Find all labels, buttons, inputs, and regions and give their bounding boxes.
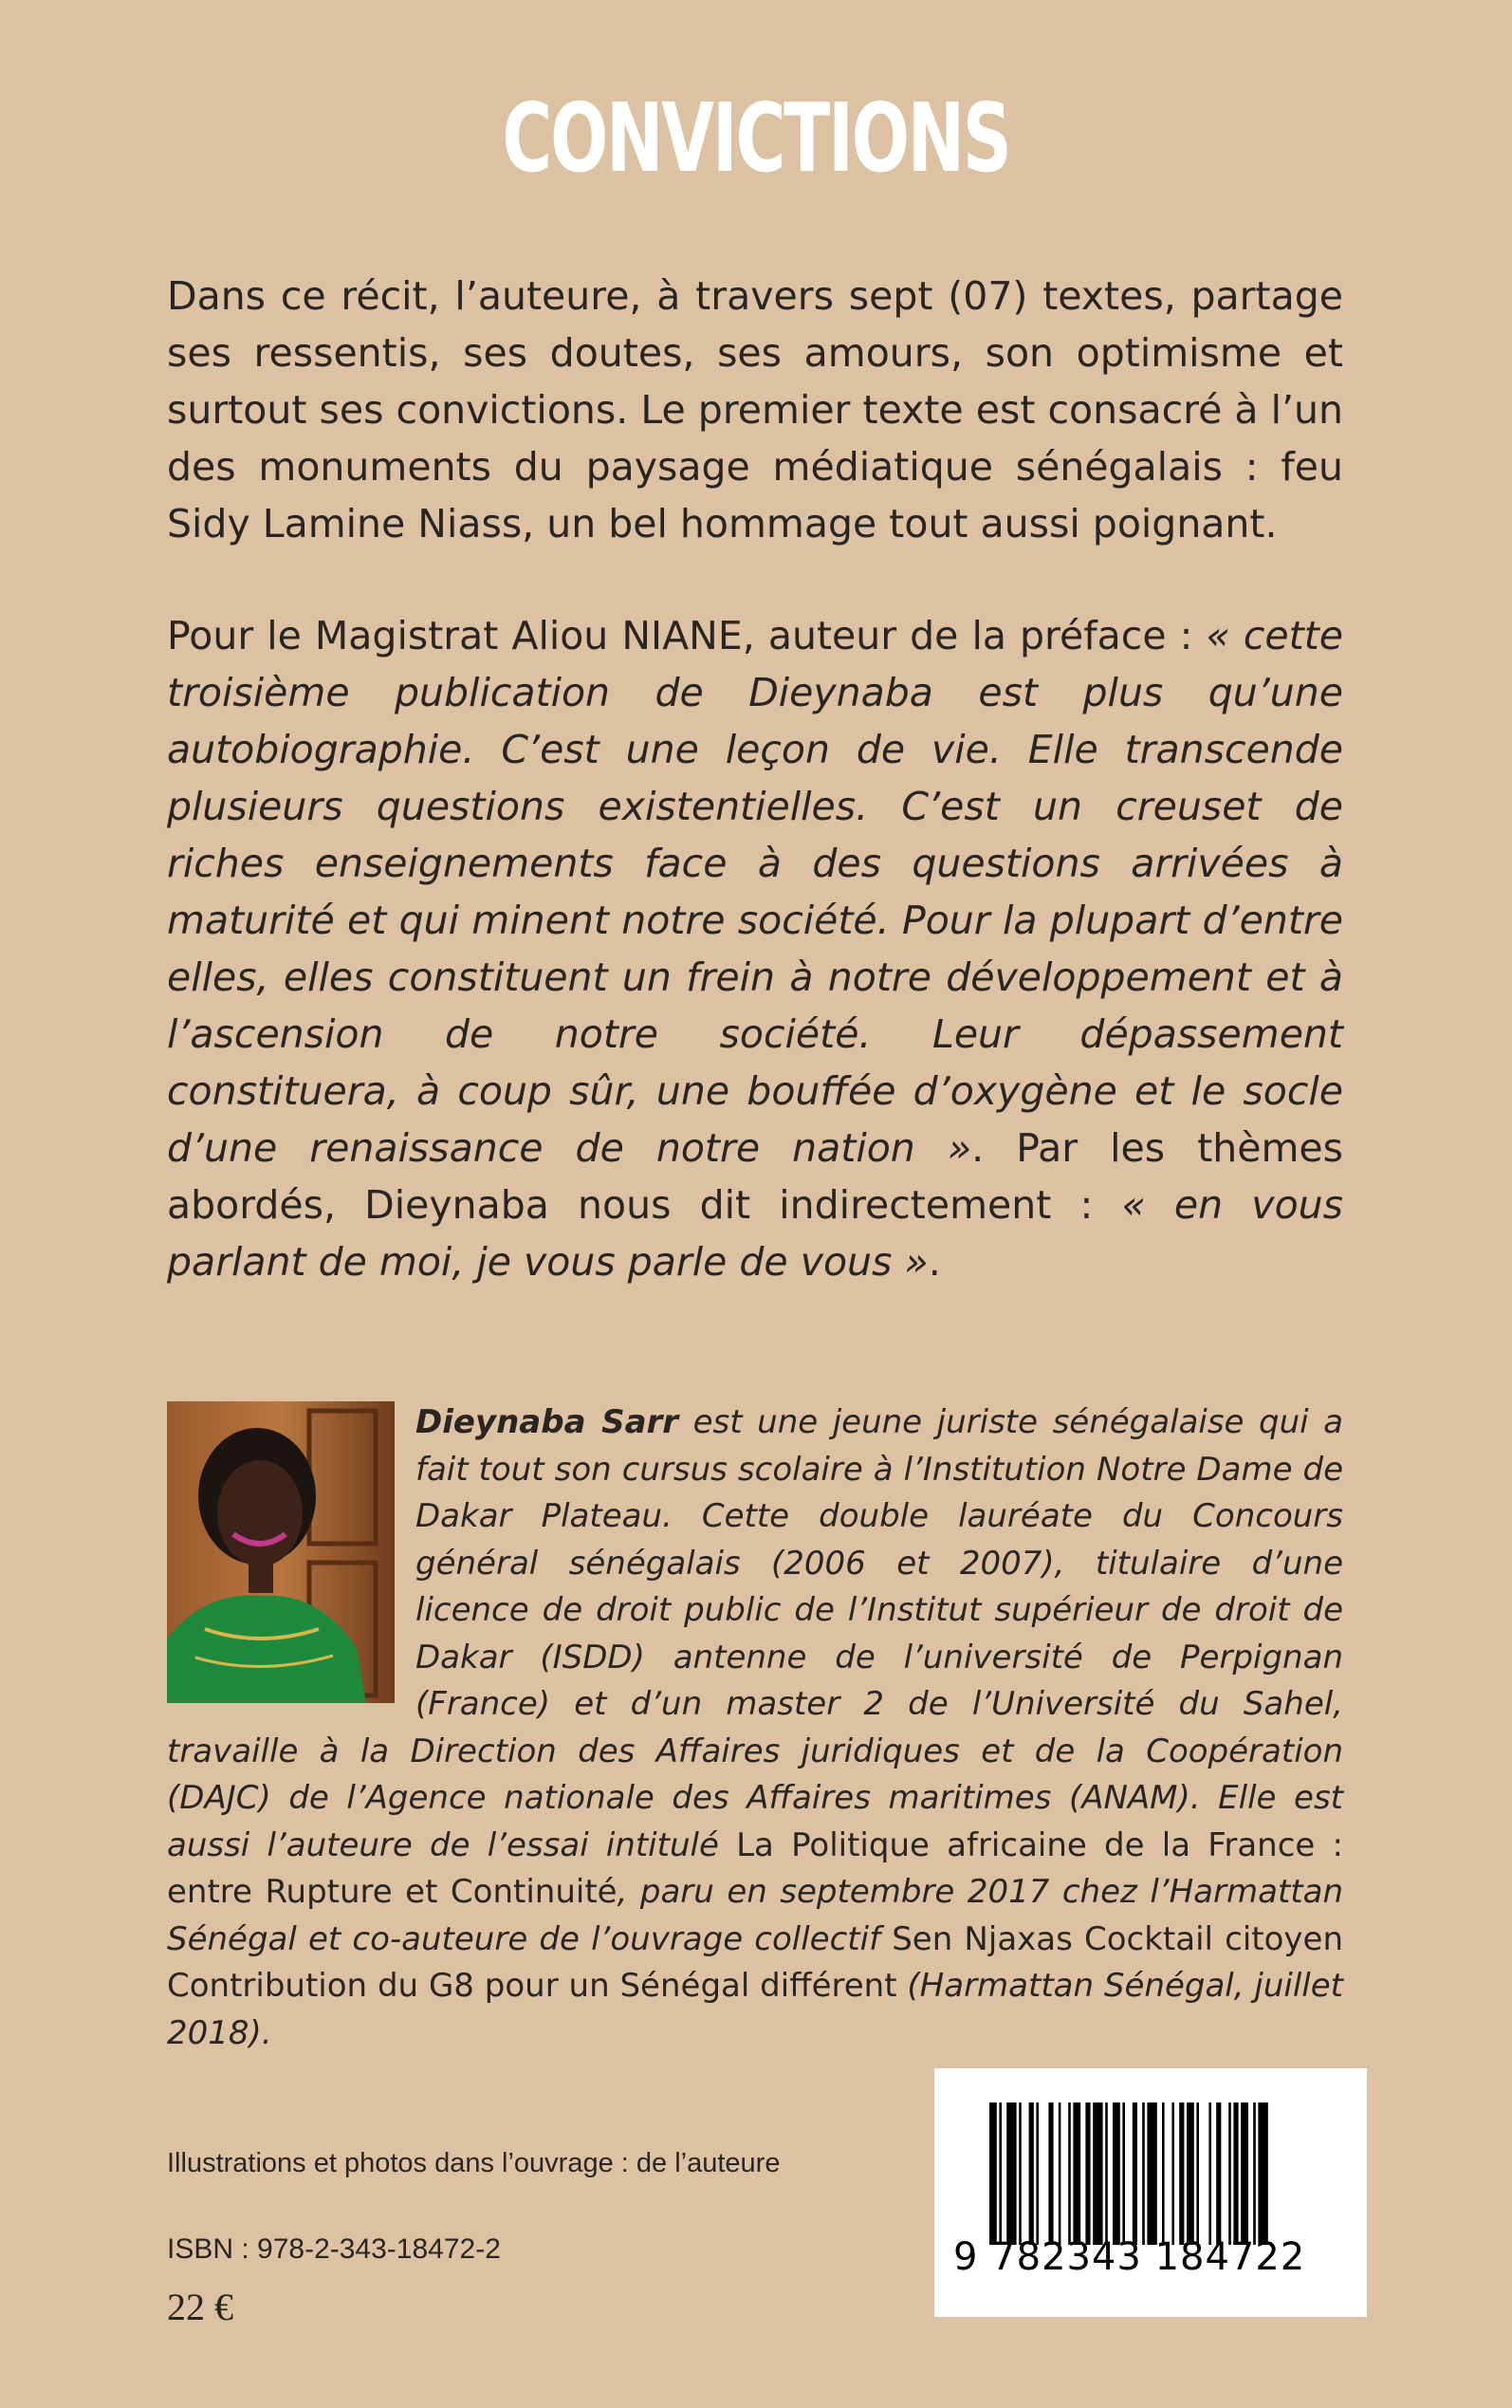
barcode-bar [1241, 2102, 1248, 2245]
barcode-bar [1208, 2102, 1211, 2245]
barcode-bar [1093, 2102, 1102, 2245]
barcode-bar [1029, 2102, 1034, 2245]
barcode-bar [1133, 2102, 1137, 2245]
barcode-bar [1059, 2102, 1061, 2245]
barcode-bar [1179, 2102, 1184, 2245]
barcode-bar [1228, 2102, 1231, 2245]
barcode-bar [1216, 2102, 1221, 2245]
barcode-bar [1122, 2102, 1125, 2245]
summary-paragraph-2 [167, 607, 1343, 1290]
barcode-bars [934, 2068, 1367, 2317]
book-title-2: Sen Njaxas Cocktail citoyen Contribution du G8 pour un Sénégal différent [167, 1919, 1343, 2005]
barcode-bar [1113, 2102, 1120, 2245]
book-title: CONVICTIONS [502, 83, 1010, 194]
price: 22 € [167, 2286, 233, 2328]
barcode-bar [1253, 2102, 1256, 2245]
barcode-bar [1036, 2102, 1039, 2245]
bio-part-2: , paru en septembre 2017 chez l’Harmattan Sénégal et co-auteure de l’ouvrage collectif [167, 1873, 1343, 1958]
preface-middle: . Par les thèmes abordés, Dieynaba nous dit indirectement : [167, 1125, 1344, 1228]
author-name: Dieynaba Sarr [415, 1403, 679, 1441]
barcode-bar [1142, 2102, 1145, 2245]
barcode-bar [1187, 2102, 1194, 2245]
author-bio [167, 1399, 1343, 2057]
barcode-bar [1171, 2102, 1174, 2245]
barcode-bar [1105, 2102, 1108, 2245]
barcode-bar [1068, 2102, 1071, 2245]
barcode-bar [1162, 2102, 1165, 2245]
preface-intro: Pour le Magistrat Aliou NIANE, auteur de la préface : [167, 613, 1207, 658]
barcode-bar [1085, 2102, 1090, 2245]
bio-part-1: est une jeune juriste sénégalaise qui a fait tout son cursus scolaire à l’Institution Notre Dame de Dakar Plateau. Cette double lauréate du Concours général sénégalais (2006 et 2007), titulaire d’une licence de droit public de l’Institut supérieur de droit de Dakar (ISDD) antenne de l’université de Perpignan (France) et d’un master 2 de l’Université du Sahel, travaille à la Direction des Affaires juridiques et de la Coopération (DAJC) de l’Agence nationale des Affaires maritimes (ANAM). Elle est aussi l’auteure de l’essai intitulé [167, 1403, 1343, 1864]
barcode-bar [1233, 2102, 1238, 2245]
barcode-bar [1019, 2102, 1022, 2245]
book-title-1: La Politique africaine de la France : entre Rupture et Continuité [167, 1825, 1343, 1911]
barcode-bar [1006, 2102, 1016, 2245]
barcode-bar [1258, 2102, 1267, 2245]
preface-end: . [928, 1239, 941, 1285]
illustration-credits: Illustrations et photos dans l’ouvrage : de l’auteure [167, 2148, 781, 2178]
barcode-bar [989, 2102, 997, 2245]
barcode-bar [1147, 2102, 1156, 2245]
summary-paragraph-1: Dans ce récit, l’auteure, à travers sept (07) textes, partage ses ressentis, ses doutes, ses amours, son optimisme et surtout ses convictions. Le premier texte est consacré à l’un des monuments du paysage médiatique sénégalais : feu Sidy Lamine Niass, un bel hommage tout aussi poignant. [167, 273, 1343, 546]
barcode-digits: 9 782343 184722 [953, 2235, 1306, 2279]
isbn: ISBN : 978-2-343-18472-2 [167, 2233, 501, 2265]
barcode [934, 2068, 1367, 2317]
bio-part-3: (Harmattan Sénégal, juillet 2018). [167, 1967, 1343, 2052]
barcode-bar [1196, 2102, 1199, 2245]
barcode-bar [1048, 2102, 1053, 2245]
barcode-bar [999, 2102, 1002, 2245]
barcode-bar [1073, 2102, 1080, 2245]
closing-quote: « en vous parlant de moi, je vous parle de vous » [167, 1182, 1344, 1285]
preface-quote: « cette troisième publication de Dieynaba est plus qu’une autobiographie. C’est une leçon de vie. Elle transcende plusieurs questions existentielles. C’est un creuset de riches enseignements face à des questions arrivées à maturité et qui minent notre société. Pour la plupart d’entre elles, elles constituent un frein à notre développement et à l’ascension de notre société. Leur dépassement constituera, à coup sûr, une bouffée d’oxygène et le socle d’une renaissance de notre nation » [167, 613, 1344, 1171]
